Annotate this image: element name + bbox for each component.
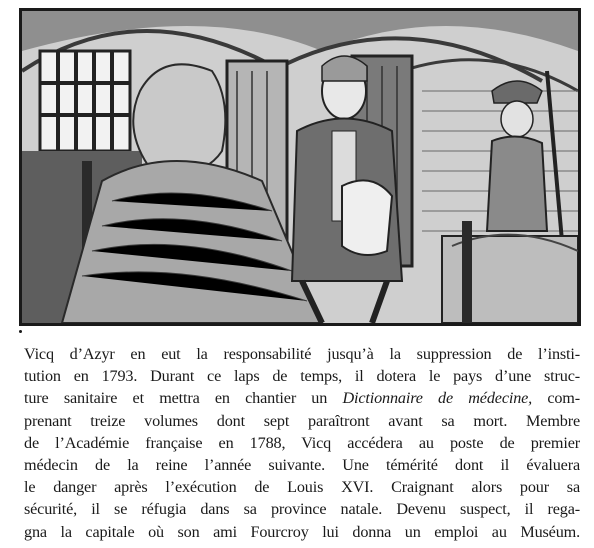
paragraph-line: médecin de la reine l’année suivante. Une témérité dont il évaluera [24, 456, 580, 475]
paragraph-line: prenant treize volumes dont sept paraîtront avant sa mort. Membre [24, 411, 580, 430]
paragraph [24, 343, 580, 543]
paragraph-line-part: ture sanitaire et mettra en chantier un [24, 389, 343, 408]
prison-engraving-illustration [19, 8, 581, 326]
engraving-prison-scene-icon [22, 11, 578, 323]
paragraph-line [24, 387, 580, 409]
paragraph-line: de l’Académie française en 1788, Vicq accédera au poste de premier [24, 433, 580, 452]
paragraph-line: Vicq d’Azyr en eut la responsabilité jusqu’à la suppression de l’insti- [24, 345, 580, 363]
paragraph-line-part: com- [532, 389, 580, 408]
caption-marker [19, 330, 22, 333]
paragraph-line: gna la capitale où son ami Fourcroy lui donna un emploi au Muséum. [24, 522, 580, 541]
paragraph-line: sécurité, il se réfugia dans sa province natale. Devenu suspect, il rega- [24, 500, 580, 519]
paragraph-line: le danger après l’exécution de Louis XVI. Craignant alors pour sa [24, 478, 580, 497]
book-title-italic: Dictionnaire de médecine, [342, 389, 533, 408]
paragraph-line: tution en 1793. Durant ce laps de temps, il dotera le pays d’une struc- [24, 367, 580, 386]
